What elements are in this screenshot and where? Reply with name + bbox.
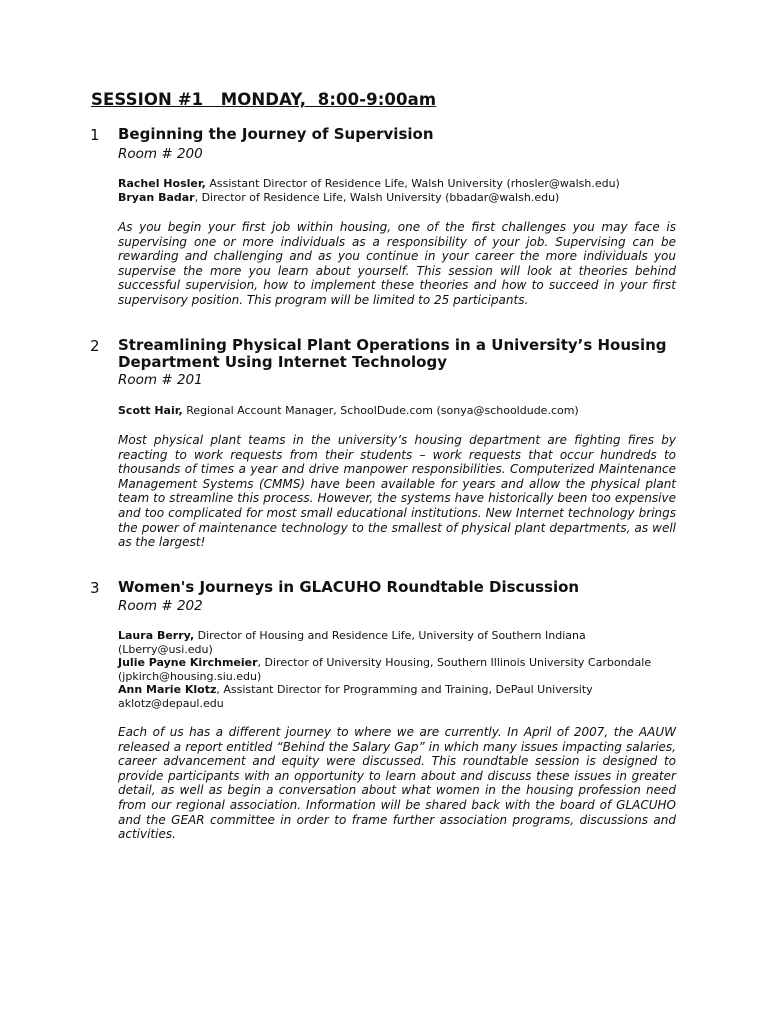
presenter-detail: Regional Account Manager, SchoolDude.com (sonya@schooldude.com) — [182, 404, 579, 417]
item-title: Streamlining Physical Plant Operations in a University’s Housing Department Using Internet Technology — [118, 336, 667, 371]
presenter-detail: Assistant Director of Residence Life, Walsh University (rhosler@walsh.edu) — [205, 177, 620, 190]
presenter-detail: , Director of University Housing, Southern Illinois University Carbondale — [257, 656, 652, 669]
presenter-name: Bryan Badar — [118, 190, 195, 204]
room-label: Room # 200 — [118, 146, 203, 162]
session-header: SESSION #1 MONDAY, 8:00-9:00am — [91, 90, 437, 109]
presenter-name: Laura Berry, — [118, 629, 195, 642]
presenter-line — [118, 191, 688, 205]
presenter-name: Rachel Hosler, — [118, 177, 206, 190]
presenter-name: Julie Payne Kirchmeier — [118, 656, 258, 669]
presenter-name: Ann Marie Klotz — [118, 683, 217, 696]
presenter-line — [118, 629, 688, 643]
presenter-list — [118, 629, 688, 710]
item-number: 1 — [90, 126, 100, 144]
presenter-detail: aklotz@depaul.edu — [118, 696, 224, 710]
item-description: As you begin your first job within housing, one of the first challenges you may face is supervising one or more individuals as a responsibility of your job. Supervising can be rewarding and challenging and as you continue in your career the more individuals you supervise the more you learn about yourself. This session will look at theories behind successful supervision, how to implement these theories and how to succeed in your first supervisory position. This program will be limited to 25 participants. — [118, 220, 676, 307]
presenter-name: Scott Hair, — [118, 404, 183, 417]
presenter-line — [118, 670, 688, 684]
presenter-detail: (jpkirch@housing.siu.edu) — [118, 669, 262, 683]
room-label: Room # 201 — [118, 372, 203, 388]
presenter-detail: Director of Housing and Residence Life, University of Southern Indiana — [194, 629, 586, 642]
item-title: Beginning the Journey of Supervision — [118, 125, 434, 143]
presenter-line — [118, 697, 688, 711]
item-title: Women's Journeys in GLACUHO Roundtable Discussion — [118, 578, 580, 596]
item-description: Each of us has a different journey to where we are currently. In April of 2007, the AAUW released a report entitled “Behind the Salary Gap” in which many issues impacting salaries, career advancement and equity were discussed. This roundtable session is designed to provide participants with an opportunity to learn about and discuss these issues in greater detail, as well as begin a conversation about what women in the housing profession need from our regional association. Information will be shared back with the board of GLACUHO and the GEAR committee in order to frame further association programs, discussions and activities. — [118, 725, 676, 842]
presenter-detail: , Assistant Director for Programming and Training, DePaul University — [216, 683, 593, 696]
presenter-list — [118, 404, 688, 418]
item-number: 3 — [90, 579, 100, 597]
presenter-detail: (Lberry@usi.edu) — [118, 642, 213, 656]
presenter-line — [118, 177, 688, 191]
presenter-line — [118, 683, 688, 697]
room-label: Room # 202 — [118, 598, 203, 614]
presenter-detail: , Director of Residence Life, Walsh University (bbadar@walsh.edu) — [194, 190, 560, 204]
presenter-list — [118, 177, 688, 204]
presenter-line — [118, 643, 688, 657]
item-number: 2 — [90, 337, 100, 355]
presenter-line — [118, 404, 688, 418]
item-description: Most physical plant teams in the university’s housing department are fighting fires by reacting to work requests from their students – work requests that occur hundreds to thousands of times a year and drive manpower responsibilities. Computerized Maintenance Management Systems (CMMS) have been available for years and allow the physical plant team to streamline this process. However, the systems have historically been too expensive and too complicated for most small educational institutions. New Internet technology brings the power of maintenance technology to the smallest of physical plant departments, as well as the largest! — [118, 433, 676, 550]
presenter-line — [118, 656, 688, 670]
